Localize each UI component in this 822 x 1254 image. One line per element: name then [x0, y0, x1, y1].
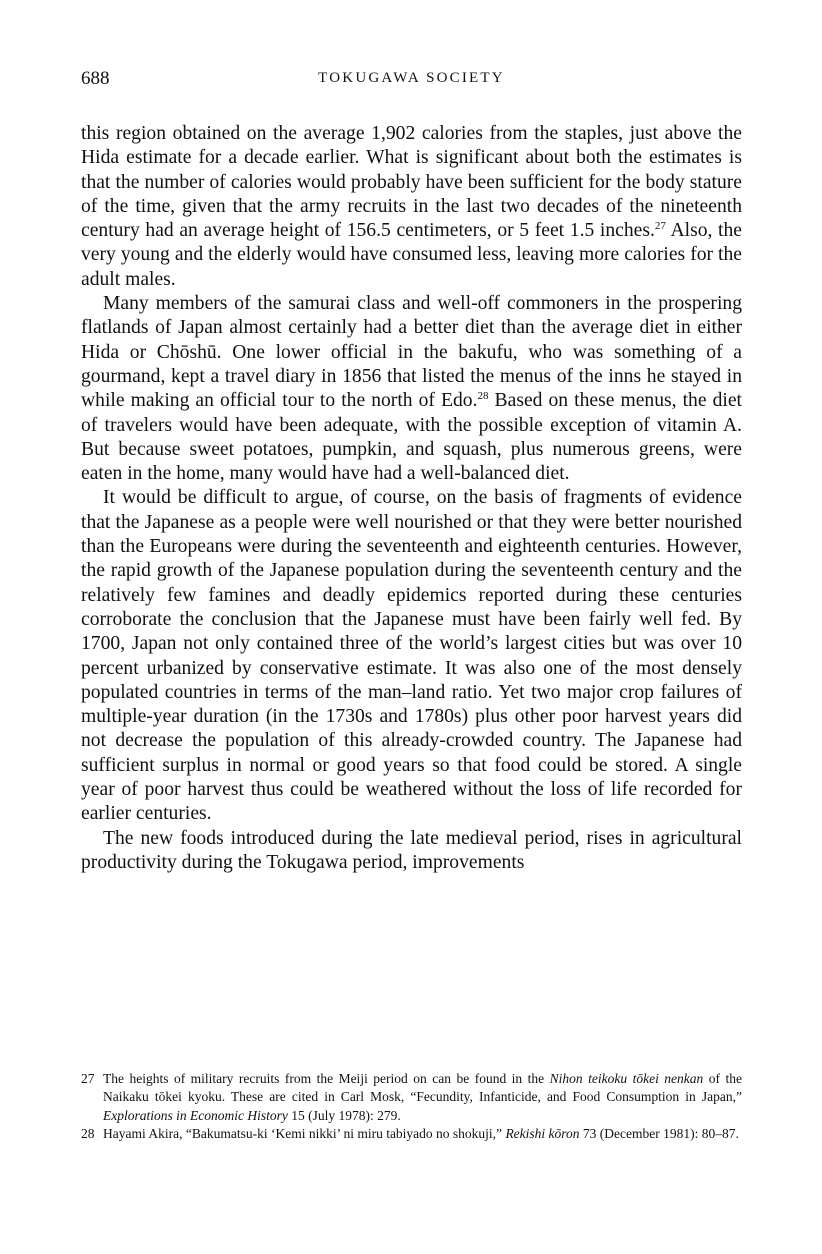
paragraph — [81, 122, 742, 292]
paragraph-text: Also, the very young and the elderly would have consumed less, leaving more calories for the adult males. — [81, 220, 742, 290]
footnote-number: 27 — [81, 1071, 95, 1086]
footnote-text: The heights of military recruits from the Meiji period on can be found in the Nihon teikoku tōkei nenkan of the Naikaku tōkei kyoku. These are cited in Carl Mosk, “Fecundity, Infanticide, and Food Consumption in Japan,” Explorations in Economic History 15 (July 1978): 279. — [103, 1071, 743, 1123]
paragraph-text: this region obtained on the average 1,902 calories from the staples, just above the Hida estimate for a decade earlier. What is significant about both the estimates is that the number of calories would probably have been sufficient for the body stature of the time, given that the army recruits in the last two decades of the nineteenth century had an average height of 156.5 centimeters, or 5 feet 1.5 inches. — [81, 123, 742, 242]
running-head: TOKUGAWA SOCIETY — [318, 70, 505, 86]
footnotes — [81, 1070, 742, 1144]
footnote-number: 28 — [81, 1126, 95, 1142]
footnote-reference: 28 — [477, 390, 489, 403]
page-header — [81, 68, 742, 98]
paragraph: It would be difficult to argue, of course, on the basis of fragments of evidence that the Japanese as a people were well nourished or that they were better nourished than the Europeans were during the seventeenth and eighteenth centuries. However, the rapid growth of the Japanese population during the seventeenth century and the relatively few famines and deadly epidemics reported during these centuries corroborate the conclusion that the Japanese must have been fairly well fed. By 1700, Japan not only contained three of the world’s largest cities but was over 10 percent urbanized by conservative estimate. It was also one of the most densely populated countries in terms of the man–land ratio. Yet two major crop failures of multiple-year duration (in the 1730s and 1780s) plus other poor harvest years did not decrease the population of this already-crowded country. The Japanese had sufficient surplus in normal or good years so that food could be stored. A single year of poor harvest thus could be weathered without the loss of life recorded for earlier centuries. — [81, 487, 742, 825]
footnote — [81, 1070, 742, 1125]
footnote-reference: 27 — [654, 220, 666, 233]
paragraph-text: Many members of the samurai class and well-off commoners in the prospering flatlands of Japan almost certainly had a better diet than the average diet in either Hida or Chōshū. One lower official in the bakufu, who was something of a gourmand, kept a travel diary in 1856 that listed the menus of the inns he stayed in while making an official tour to the north of Edo. — [81, 293, 742, 412]
paragraph-text: Based on these menus, the diet of travelers would have been adequate, with the possible exception of vitamin A. But because sweet potatoes, pumpkin, and squash, plus numerous greens, were eaten in the home, many would have had a well-balanced diet. — [81, 390, 742, 485]
footnote-text: Hayami Akira, “Bakumatsu-ki ‘Kemi nikki’ ni miru tabiyado no shokuji,” Rekishi kōron 73 (December 1981): 80–87. — [103, 1126, 739, 1142]
paragraph: The new foods introduced during the late medieval period, rises in agricultural productivity during the Tokugawa period, improvements — [81, 827, 742, 873]
paragraph — [81, 292, 742, 486]
footnote — [81, 1125, 742, 1143]
body-text — [81, 122, 742, 875]
page-number: 688 — [81, 68, 110, 89]
